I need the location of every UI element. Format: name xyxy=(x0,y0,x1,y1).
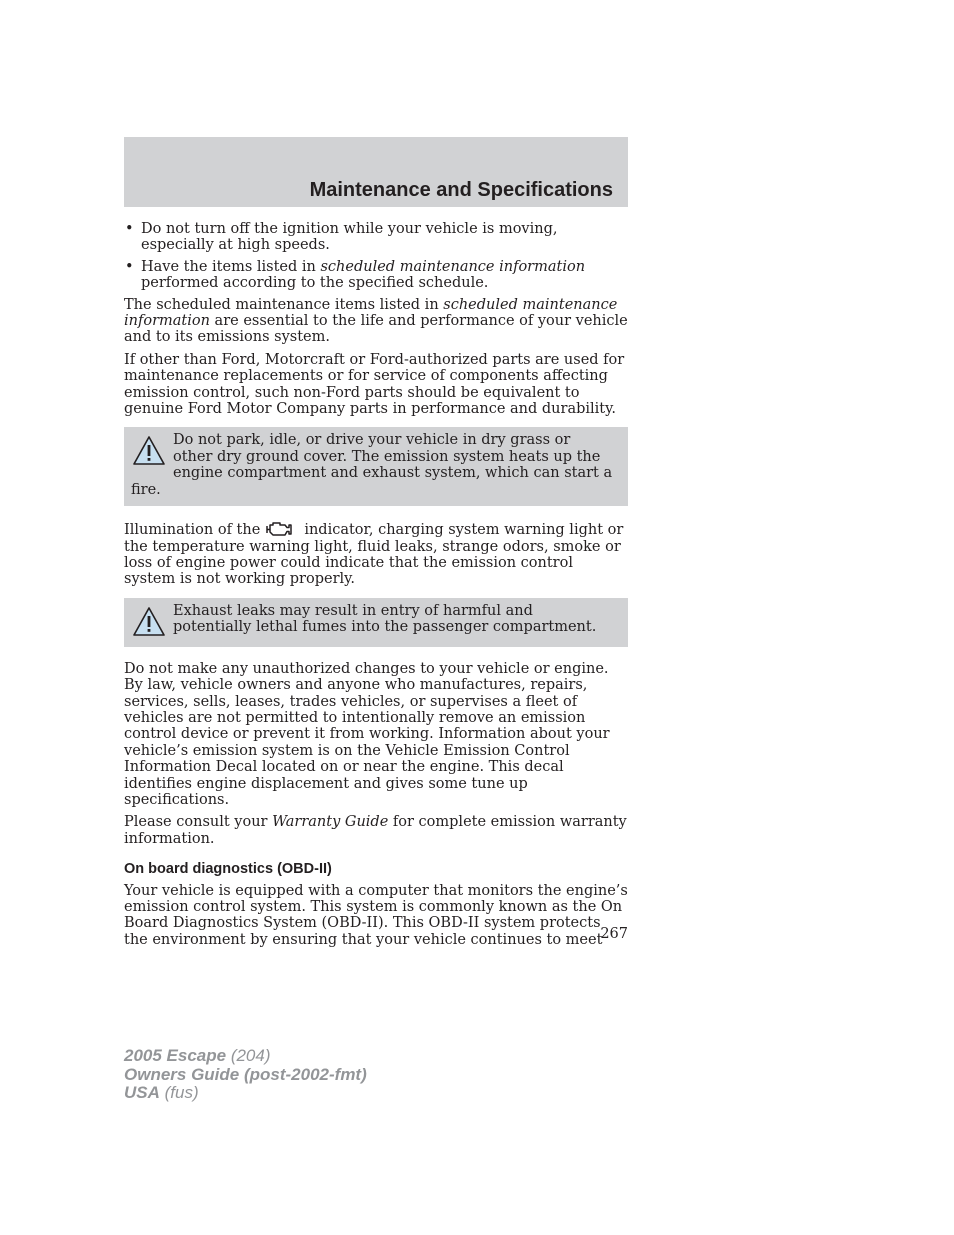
footer-line: USA (fus) xyxy=(124,1083,199,1102)
check-engine-icon xyxy=(264,520,294,538)
paragraph-parts: If other than Ford, Motorcraft or Ford-authorized parts are used for maintenance replacements or for service of components affecting emission control, such non-Ford parts should be equivalent to genuine Ford Motor Company parts in performance and durability. xyxy=(124,351,625,418)
footer-line: Owners Guide (post-2002-fmt) xyxy=(124,1064,367,1084)
section-title: Maintenance and Specifications xyxy=(309,179,613,201)
document-footer xyxy=(124,1047,367,1103)
warning-text: Exhaust leaks may result in entry of harmful and potentially lethal fumes into the passenger compartment. xyxy=(173,602,597,636)
bullet-item: • Have the items listed in scheduled maintenance information performed according to the specified schedule. xyxy=(124,259,628,292)
paragraph-scheduled-maintenance: The scheduled maintenance items listed in scheduled maintenance information are essential to the life and performance of your vehicle and to its emissions system. xyxy=(124,296,628,346)
warning-box-fire xyxy=(124,427,628,506)
page-content xyxy=(124,221,628,954)
subheading-obd: On board diagnostics (OBD-II) xyxy=(124,861,332,878)
warning-text: Do not park, idle, or drive your vehicle in dry grass or other dry ground cover. The emission system heats up the engine compartment and exhaust system, which can start a fire. xyxy=(131,432,613,498)
paragraph-warranty: Please consult your Warranty Guide for complete emission warranty information. xyxy=(124,814,627,847)
bullet-item: • Do not turn off the ignition while your vehicle is moving, especially at high speeds. xyxy=(124,221,628,254)
warning-triangle-icon xyxy=(131,605,167,639)
footer-line: 2005 Escape (204) xyxy=(124,1046,271,1065)
paragraph-unauthorized-changes: Do not make any unauthorized changes to your vehicle or engine. By law, vehicle owners and anyone who manufactures, repairs, services, sells, leases, trades vehicles, or supervises a fleet of vehicles are not permitted to intentionally remove an emission control device or prevent it from working. Information about your vehicle’s emission system is on the Vehicle Emission Control Information Decal located on or near the engine. This decal identifies engine displacement and gives some tune up specifications. xyxy=(124,660,610,808)
page-number: 267 xyxy=(600,926,628,942)
warning-box-exhaust xyxy=(124,598,628,647)
paragraph-illumination: Illumination of the indicator, charging system warning light or the temperature warning light, fluid leaks, strange odors, smoke or loss of engine power could indicate that the emission control system is not working properly. xyxy=(124,522,624,588)
paragraph-obd: Your vehicle is equipped with a computer that monitors the engine’s emission control system. This system is commonly known as the On Board Diagnostics System (OBD-II). This OBD-II system protects the environment by ensuring that your vehicle continues to meet xyxy=(124,882,628,948)
warning-triangle-icon xyxy=(131,434,167,468)
section-header-band xyxy=(124,137,628,207)
